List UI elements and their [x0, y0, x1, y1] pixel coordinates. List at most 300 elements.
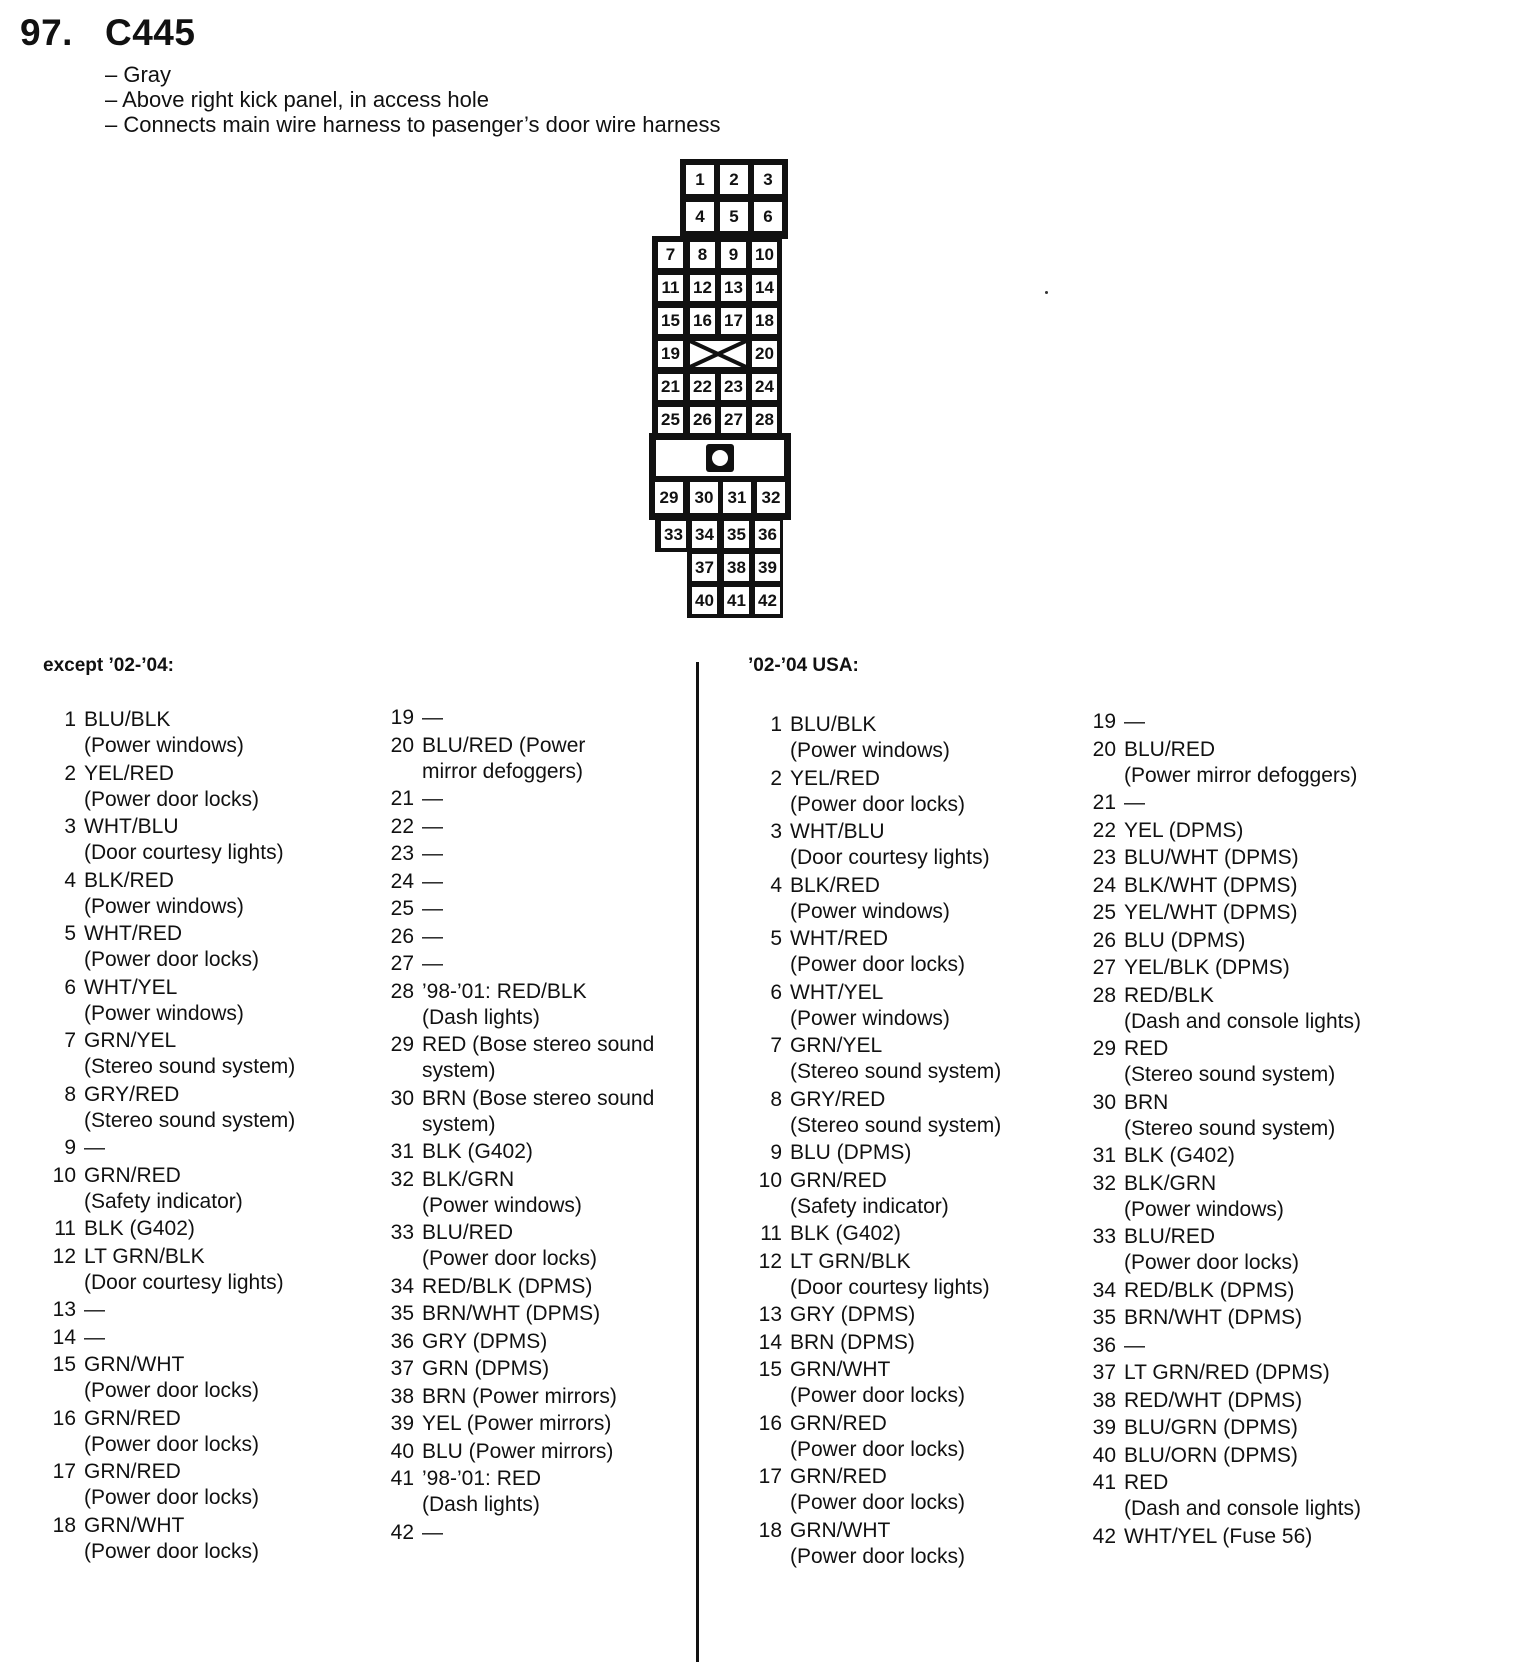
pin-list-except-left [52, 707, 295, 1566]
pin-entry [758, 1518, 1001, 1570]
pin-entry [52, 868, 295, 920]
pin-entry [758, 1357, 1001, 1409]
pin-entry [1092, 845, 1361, 871]
pin-number: 16 [758, 1411, 782, 1435]
pin-entry [1092, 818, 1361, 844]
pin-number: 28 [390, 979, 414, 1003]
wire-color: BLK/RED [790, 873, 880, 897]
pin-number: 25 [1092, 901, 1116, 924]
pin-number: 19 [1092, 710, 1116, 733]
pin-number: 18 [758, 1518, 782, 1542]
locking-tab [654, 438, 786, 478]
pin-entry [758, 1411, 1001, 1463]
wire-color: BLK (G402) [422, 1140, 533, 1163]
wire-function: (Power mirror defoggers) [1124, 763, 1358, 787]
wire-color: BLK/GRN [1124, 1171, 1217, 1195]
pin-entry [1092, 1305, 1361, 1331]
wire-function: (Safety indicator) [84, 1189, 243, 1213]
pin-cavity: 22 [688, 372, 717, 402]
pin-entry [1092, 1470, 1361, 1522]
pin-cavity: 17 [719, 306, 748, 336]
wire-function: (Power windows) [84, 1001, 244, 1025]
pin-number: 1 [770, 713, 782, 736]
wire-function: (Power door locks) [790, 1544, 966, 1568]
pin-entry [390, 1520, 654, 1546]
wire-color: BLU/RED [1124, 1225, 1216, 1248]
wire-function: (Power door locks) [790, 953, 966, 976]
wire-color: RED [1124, 1471, 1169, 1494]
wire-color: BLU/RED [422, 1221, 514, 1244]
pin-number: 38 [390, 1384, 414, 1408]
wire-function: (Power door locks) [790, 1437, 966, 1461]
wire-color: GRN (DPMS) [422, 1357, 550, 1380]
wire-function: (Dash lights) [422, 1005, 540, 1029]
pin-entry [390, 1274, 654, 1300]
pin-entry [52, 1216, 295, 1242]
pin-entry [52, 1513, 295, 1565]
wire-function: (Power door locks) [84, 1539, 260, 1563]
wire-function: (Door courtesy lights) [84, 1270, 284, 1294]
pin-number: 9 [64, 1136, 76, 1159]
pin-number: 38 [1092, 1388, 1116, 1412]
wire-color: GRN/YEL [84, 1029, 177, 1052]
wire-color: BLU (DPMS) [1124, 928, 1246, 952]
pin-entry [52, 1325, 295, 1351]
wire-color: GRN/RED [790, 1465, 887, 1488]
pin-cavity: 1 [684, 163, 716, 196]
wire-function: (Stereo sound system) [1124, 1116, 1336, 1140]
pin-number: 12 [52, 1244, 76, 1268]
pin-entry [1092, 983, 1361, 1035]
pin-cavity: 30 [688, 480, 720, 515]
wire-color: YEL/WHT (DPMS) [1124, 901, 1298, 924]
pin-entry [390, 979, 654, 1031]
pin-entry [758, 1221, 1001, 1247]
wire-color: — [422, 706, 443, 729]
wire-function: (Power door locks) [84, 787, 260, 811]
wire-color: — [1124, 791, 1145, 814]
pin-number: 7 [770, 1034, 782, 1057]
pin-entry [390, 1329, 654, 1355]
pin-number: 13 [52, 1298, 76, 1321]
wire-color: BRN/WHT (DPMS) [1124, 1306, 1303, 1329]
wire-color: YEL/BLK (DPMS) [1124, 956, 1290, 979]
wire-function: (Dash and console lights) [1124, 1009, 1361, 1033]
wire-color: — [84, 1298, 105, 1321]
pin-cavity: 12 [688, 273, 717, 303]
wire-function: (Stereo sound system) [790, 1060, 1002, 1083]
wire-color: — [1124, 1333, 1145, 1357]
wire-color: RED [1124, 1037, 1169, 1060]
wire-color: WHT/RED [790, 927, 888, 950]
pin-entry [1092, 1224, 1361, 1276]
pin-entry [52, 707, 295, 759]
pin-entry [390, 1411, 654, 1437]
connector-id: C445 [105, 12, 196, 53]
wire-color: BLK/RED [84, 868, 174, 892]
pin-number: 24 [1092, 873, 1116, 897]
pin-cavity: 33 [659, 519, 688, 550]
pin-number: 37 [390, 1357, 414, 1380]
pin-entry [52, 1028, 295, 1080]
pin-entry [758, 1140, 1001, 1166]
pin-entry [1092, 955, 1361, 981]
pin-number: 2 [770, 766, 782, 790]
pin-number: 23 [390, 842, 414, 865]
wire-color: — [422, 1520, 443, 1544]
pin-number: 8 [770, 1087, 782, 1111]
pin-number: 35 [1092, 1306, 1116, 1329]
pin-entry [390, 1032, 654, 1084]
wire-color: — [422, 842, 443, 865]
pin-cavity: 35 [722, 519, 751, 550]
wire-function: (Dash lights) [422, 1493, 540, 1516]
pin-entry [1092, 928, 1361, 954]
pin-cavity: 27 [719, 405, 748, 435]
pin-cavity: 7 [656, 240, 685, 270]
wire-color: BLK (G402) [1124, 1144, 1235, 1167]
wire-function: (Power windows) [1124, 1197, 1284, 1221]
pin-entry [390, 733, 654, 785]
pin-cavity: 14 [750, 273, 779, 303]
pin-entry [758, 873, 1001, 925]
pin-entry [1092, 1388, 1361, 1414]
wire-function: (Power windows) [790, 739, 950, 762]
pin-entry [758, 926, 1001, 978]
wire-function: (Power door locks) [790, 792, 966, 816]
pin-number: 37 [1092, 1361, 1116, 1384]
pin-entry [758, 1464, 1001, 1516]
wire-color: ’98-’01: RED [422, 1467, 542, 1490]
pin-number: 42 [390, 1520, 414, 1544]
pin-entry [758, 1168, 1001, 1220]
wire-color: GRN/WHT [84, 1353, 185, 1376]
pin-cavity: 10 [750, 240, 779, 270]
pin-number: 41 [1092, 1471, 1116, 1494]
wire-function: (Door courtesy lights) [790, 1275, 990, 1299]
wire-color: — [422, 787, 443, 810]
pin-number: 16 [52, 1406, 76, 1430]
pin-cavity: 2 [718, 163, 750, 196]
wire-color: RED/BLK (DPMS) [1124, 1278, 1295, 1302]
pin-number: 1 [64, 708, 76, 731]
pin-number: 15 [758, 1358, 782, 1381]
pin-entry [1092, 790, 1361, 816]
wire-color: BLK (G402) [84, 1217, 195, 1240]
pin-cavity: 18 [750, 306, 779, 336]
wire-function: (Power door locks) [84, 948, 260, 971]
pin-cavity: 42 [753, 585, 782, 616]
pin-cavity: 38 [722, 552, 751, 583]
pin-entry [390, 896, 654, 922]
pin-number: 39 [390, 1412, 414, 1435]
pin-entry [52, 1163, 295, 1215]
pin-entry [390, 1301, 654, 1327]
wire-function: (Power windows) [84, 734, 244, 757]
pin-entry [52, 1459, 295, 1511]
pin-number: 12 [758, 1249, 782, 1273]
pin-entry [1092, 1090, 1361, 1142]
pin-cavity: 39 [753, 552, 782, 583]
pin-entry [758, 1033, 1001, 1085]
wire-function: (Stereo sound system) [790, 1113, 1002, 1137]
pin-number: 33 [1092, 1225, 1116, 1248]
pin-number: 29 [1092, 1037, 1116, 1060]
pin-entry [52, 1135, 295, 1161]
pin-number: 25 [390, 897, 414, 920]
pin-entry [390, 924, 654, 950]
wire-color: GRY/RED [84, 1082, 180, 1106]
wire-color: LT GRN/RED (DPMS) [1124, 1361, 1330, 1384]
wire-function: (Power windows) [790, 1006, 950, 1030]
pin-number: 20 [1092, 737, 1116, 761]
pin-number: 22 [1092, 818, 1116, 842]
pin-cavity: 15 [656, 306, 685, 336]
wire-color: GRN/RED [790, 1411, 887, 1435]
section-header-except-02-04: except ’02-’04: [43, 655, 174, 676]
pin-entry [1092, 1036, 1361, 1088]
pin-entry [758, 712, 1001, 764]
pin-cavity: 28 [750, 405, 779, 435]
pin-number: 14 [52, 1325, 76, 1349]
wire-color: LT GRN/BLK [790, 1249, 911, 1273]
wire-function: (Safety indicator) [790, 1194, 949, 1218]
pin-entry [390, 1356, 654, 1382]
pin-number: 33 [390, 1221, 414, 1244]
wire-color: — [422, 924, 443, 948]
wire-color: — [422, 814, 443, 838]
pin-number: 21 [390, 787, 414, 810]
column-divider [696, 662, 699, 1662]
pin-entry [390, 1384, 654, 1410]
pin-number: 40 [1092, 1443, 1116, 1467]
unused-cavity-x-icon [688, 339, 748, 369]
pin-entry [390, 951, 654, 977]
pin-number: 30 [390, 1086, 414, 1110]
wire-color: WHT/YEL [84, 975, 178, 999]
pin-number: 17 [758, 1465, 782, 1488]
wire-color: BLU/ORN (DPMS) [1124, 1443, 1298, 1467]
wire-color: BRN (Bose stereo sound [422, 1086, 655, 1110]
pin-entry [758, 819, 1001, 871]
pin-entry [390, 1167, 654, 1219]
pin-number: 29 [390, 1033, 414, 1056]
wire-function: (Power door locks) [790, 1384, 966, 1407]
wire-color: BRN (Power mirrors) [422, 1384, 617, 1408]
pin-number: 24 [390, 869, 414, 893]
pin-entry [390, 786, 654, 812]
pin-cavity: 16 [688, 306, 717, 336]
pin-cavity: 41 [722, 585, 751, 616]
wire-color: BLU/RED [1124, 737, 1216, 761]
pin-entry [758, 1302, 1001, 1328]
pin-entry [52, 1352, 295, 1404]
wire-color: WHT/YEL [790, 980, 884, 1004]
wire-color: GRN/RED [84, 1406, 181, 1430]
wire-function: (Power door locks) [84, 1486, 260, 1509]
pin-cavity: 36 [753, 519, 782, 550]
pin-number: 17 [52, 1460, 76, 1483]
wire-color: WHT/YEL (Fuse 56) [1124, 1524, 1313, 1548]
wire-function: (Power windows) [790, 899, 950, 923]
pin-list-usa-left [758, 712, 1001, 1571]
wire-function: (Door courtesy lights) [84, 841, 284, 864]
pin-cavity: 20 [750, 339, 779, 369]
pin-number: 32 [1092, 1171, 1116, 1195]
pin-number: 6 [64, 975, 76, 999]
wire-color: BLK/GRN [422, 1167, 515, 1191]
wire-function: (Door courtesy lights) [790, 846, 990, 869]
pin-cavity: 21 [656, 372, 685, 402]
pin-entry [1092, 900, 1361, 926]
pin-entry [52, 1082, 295, 1134]
wire-color: GRN/RED [84, 1163, 181, 1187]
wire-color: RED (Bose stereo sound [422, 1033, 655, 1056]
wire-function: (Stereo sound system) [84, 1055, 296, 1078]
pin-number: 27 [390, 952, 414, 975]
pin-entry [758, 1249, 1001, 1301]
wire-function: (Power door locks) [422, 1247, 598, 1270]
pin-cavity: 26 [688, 405, 717, 435]
pin-cavity: 3 [752, 163, 784, 196]
pin-entry [390, 1086, 654, 1138]
pin-entry [1092, 1443, 1361, 1469]
pin-number: 30 [1092, 1090, 1116, 1114]
wire-function: (Power windows) [422, 1193, 582, 1217]
wire-color: GRN/WHT [790, 1518, 891, 1542]
pin-cavity: 8 [688, 240, 717, 270]
wire-color: YEL/RED [790, 766, 880, 790]
pin-number: 11 [54, 1217, 76, 1240]
pin-entry [1092, 1524, 1361, 1550]
pin-number: 20 [390, 733, 414, 757]
pin-number: 8 [64, 1082, 76, 1106]
wire-function: (Power door locks) [84, 1379, 260, 1402]
pin-number: 27 [1092, 956, 1116, 979]
pin-number: 23 [1092, 846, 1116, 869]
wire-color: BRN (DPMS) [790, 1330, 915, 1354]
pin-cavity: 5 [718, 200, 750, 233]
pin-cavity: 13 [719, 273, 748, 303]
pin-cavity: 9 [719, 240, 748, 270]
pin-list-except-right [390, 705, 654, 1547]
wire-color: GRN/RED [84, 1460, 181, 1483]
speck [1045, 291, 1048, 294]
pin-entry [758, 1330, 1001, 1356]
pin-entry [1092, 873, 1361, 899]
pin-number: 5 [64, 922, 76, 945]
wire-color: BLU/RED (Power [422, 733, 586, 757]
pin-entry [758, 980, 1001, 1032]
section-header-02-04-usa: ’02-’04 USA: [748, 655, 859, 676]
pin-entry [390, 841, 654, 867]
pin-entry [1092, 1360, 1361, 1386]
wire-color: YEL (Power mirrors) [422, 1412, 612, 1435]
wire-color: YEL/RED [84, 761, 174, 785]
pin-number: 4 [64, 868, 76, 892]
wire-color: BLU/BLK [790, 713, 877, 736]
wire-color: — [84, 1136, 105, 1159]
pin-entry [52, 1297, 295, 1323]
pin-number: 14 [758, 1330, 782, 1354]
wire-color: RED/BLK (DPMS) [422, 1274, 593, 1298]
pin-cavity: 29 [653, 480, 685, 515]
pin-number: 2 [64, 761, 76, 785]
pin-number: 26 [1092, 928, 1116, 952]
pin-entry [390, 1439, 654, 1465]
wire-function: (Power door locks) [84, 1432, 260, 1456]
pin-entry [1092, 1333, 1361, 1359]
lock-tab-icon [706, 444, 734, 472]
pin-number: 4 [770, 873, 782, 897]
pin-list-usa-right [1092, 709, 1361, 1551]
wire-color: BLU (Power mirrors) [422, 1439, 614, 1463]
pin-number: 13 [758, 1303, 782, 1326]
wire-color: GRN/WHT [790, 1358, 891, 1381]
pin-entry [390, 1466, 654, 1518]
pin-number: 10 [758, 1168, 782, 1192]
wire-color: WHT/BLU [84, 815, 179, 838]
pin-entry [52, 921, 295, 973]
pin-entry [758, 766, 1001, 818]
pin-cavity: 11 [656, 273, 685, 303]
pin-entry [1092, 1143, 1361, 1169]
pin-entry [390, 869, 654, 895]
pin-entry [52, 1244, 295, 1296]
wire-color: WHT/BLU [790, 820, 885, 843]
pin-number: 10 [52, 1163, 76, 1187]
pin-number: 18 [52, 1513, 76, 1537]
pin-number: 11 [760, 1222, 782, 1245]
wire-function: mirror defoggers) [422, 759, 584, 783]
pin-number: 21 [1092, 791, 1116, 814]
pin-entry [52, 975, 295, 1027]
note-location: – Above right kick panel, in access hole [105, 87, 490, 112]
wire-color: LT GRN/BLK [84, 1244, 205, 1268]
pin-number: 15 [52, 1353, 76, 1376]
section-number: 97. [20, 12, 73, 53]
wire-color: — [422, 952, 443, 975]
pin-entry [390, 1139, 654, 1165]
pin-cavity: 37 [690, 552, 719, 583]
pin-number: 32 [390, 1167, 414, 1191]
wire-function: (Power windows) [84, 894, 244, 918]
wire-color: BRN/WHT (DPMS) [422, 1302, 601, 1325]
pin-entry [390, 814, 654, 840]
wire-color: BLU/GRN (DPMS) [1124, 1416, 1298, 1439]
wire-color: BLU (DPMS) [790, 1141, 912, 1164]
pin-entry [758, 1087, 1001, 1139]
pin-number: 7 [64, 1029, 76, 1052]
pin-entry [390, 1220, 654, 1272]
wire-function: (Stereo sound system) [84, 1108, 296, 1132]
wire-color: GRN/YEL [790, 1034, 883, 1057]
pin-number: 31 [390, 1140, 414, 1163]
note-color: – Gray [105, 62, 172, 87]
pin-entry [1092, 1415, 1361, 1441]
pin-entry [1092, 709, 1361, 735]
wire-function: (Dash and console lights) [1124, 1497, 1361, 1520]
pin-number: 3 [770, 820, 782, 843]
pin-number: 42 [1092, 1524, 1116, 1548]
wire-color: GRY/RED [790, 1087, 886, 1111]
pin-cavity: 24 [750, 372, 779, 402]
pin-number: 34 [390, 1274, 414, 1298]
wire-color: RED/WHT (DPMS) [1124, 1388, 1303, 1412]
wire-color: GRY (DPMS) [790, 1303, 916, 1326]
wire-color: BLU/BLK [84, 708, 171, 731]
pin-entry [52, 1406, 295, 1458]
